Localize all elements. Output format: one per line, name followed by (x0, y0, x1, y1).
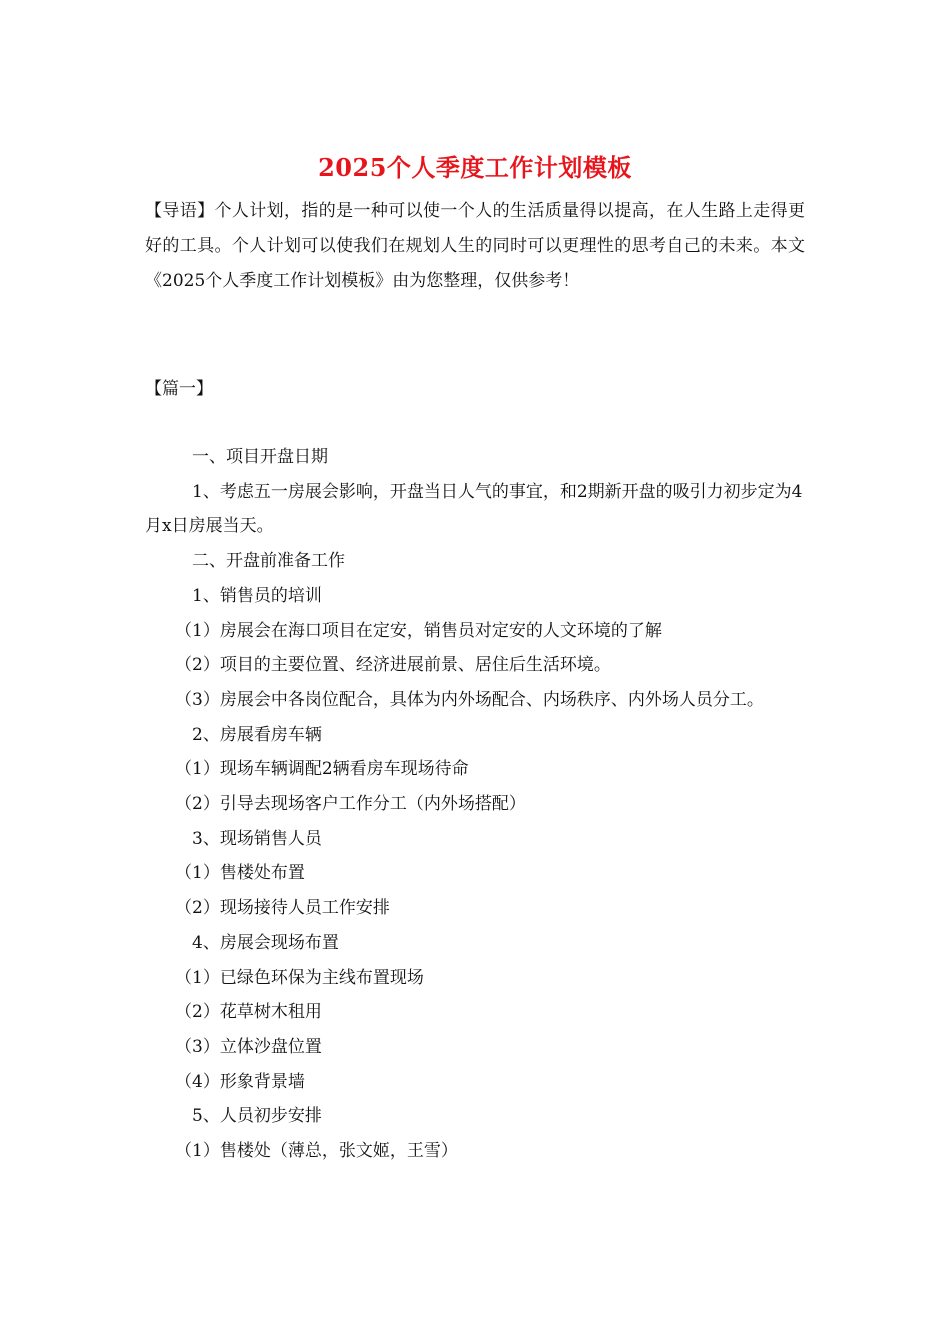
list-item: （1）房展会在海口项目在定安，销售员对定安的人文环境的了解 (175, 620, 662, 641)
list-item: （2）花草树木租用 (175, 1002, 322, 1023)
list-item: （3）立体沙盘位置 (175, 1036, 322, 1057)
subheading-line: 2、房展看房车辆 (192, 724, 322, 745)
list-item: （1）售楼处布置 (175, 863, 305, 884)
list-item: （2）项目的主要位置、经济进展前景、居住后生活环境。 (175, 655, 611, 676)
body-content (145, 440, 805, 1169)
list-item: （2）现场接待人员工作安排 (175, 898, 390, 919)
list-item: （1）现场车辆调配2辆看房车现场待命 (175, 759, 469, 780)
list-item: （1）已绿色环保为主线布置现场 (175, 967, 424, 988)
document-title: 2025个人季度工作计划模板 (318, 153, 632, 182)
list-item: （2）引导去现场客户工作分工（内外场搭配） (175, 794, 526, 815)
intro-paragraph: 【导语】个人计划，指的是一种可以使一个人的生活质量得以提高，在人生路上走得更好的工具。个人计划可以使我们在规划人生的同时可以更理性的思考自己的未来。本文《2025个人季度工作计划模板》由为您整理，仅供参考！ (145, 201, 805, 291)
list-item: （3）房展会中各岗位配合，具体为内外场配合、内场秩序、内外场人员分工。 (175, 689, 764, 710)
list-item: （4）形象背景墙 (175, 1071, 305, 1092)
list-item: （1）售楼处（薄总，张文姬，王雪） (175, 1141, 458, 1162)
heading-line: 一、项目开盘日期 (192, 447, 328, 467)
subheading-line: 5、人员初步安排 (192, 1106, 322, 1127)
subheading-line: 3、现场销售人员 (192, 828, 322, 849)
subheading-line: 4、房展会现场布置 (192, 932, 339, 953)
subheading-line: 1、销售员的培训 (192, 585, 322, 606)
heading-line: 二、开盘前准备工作 (192, 551, 345, 572)
section-heading: 【篇一】 (145, 379, 213, 399)
paragraph-line: 1、考虑五一房展会影响，开盘当日人气的事宜，和2期新开盘的吸引力初步定为4月x日房展当天。 (145, 481, 803, 537)
